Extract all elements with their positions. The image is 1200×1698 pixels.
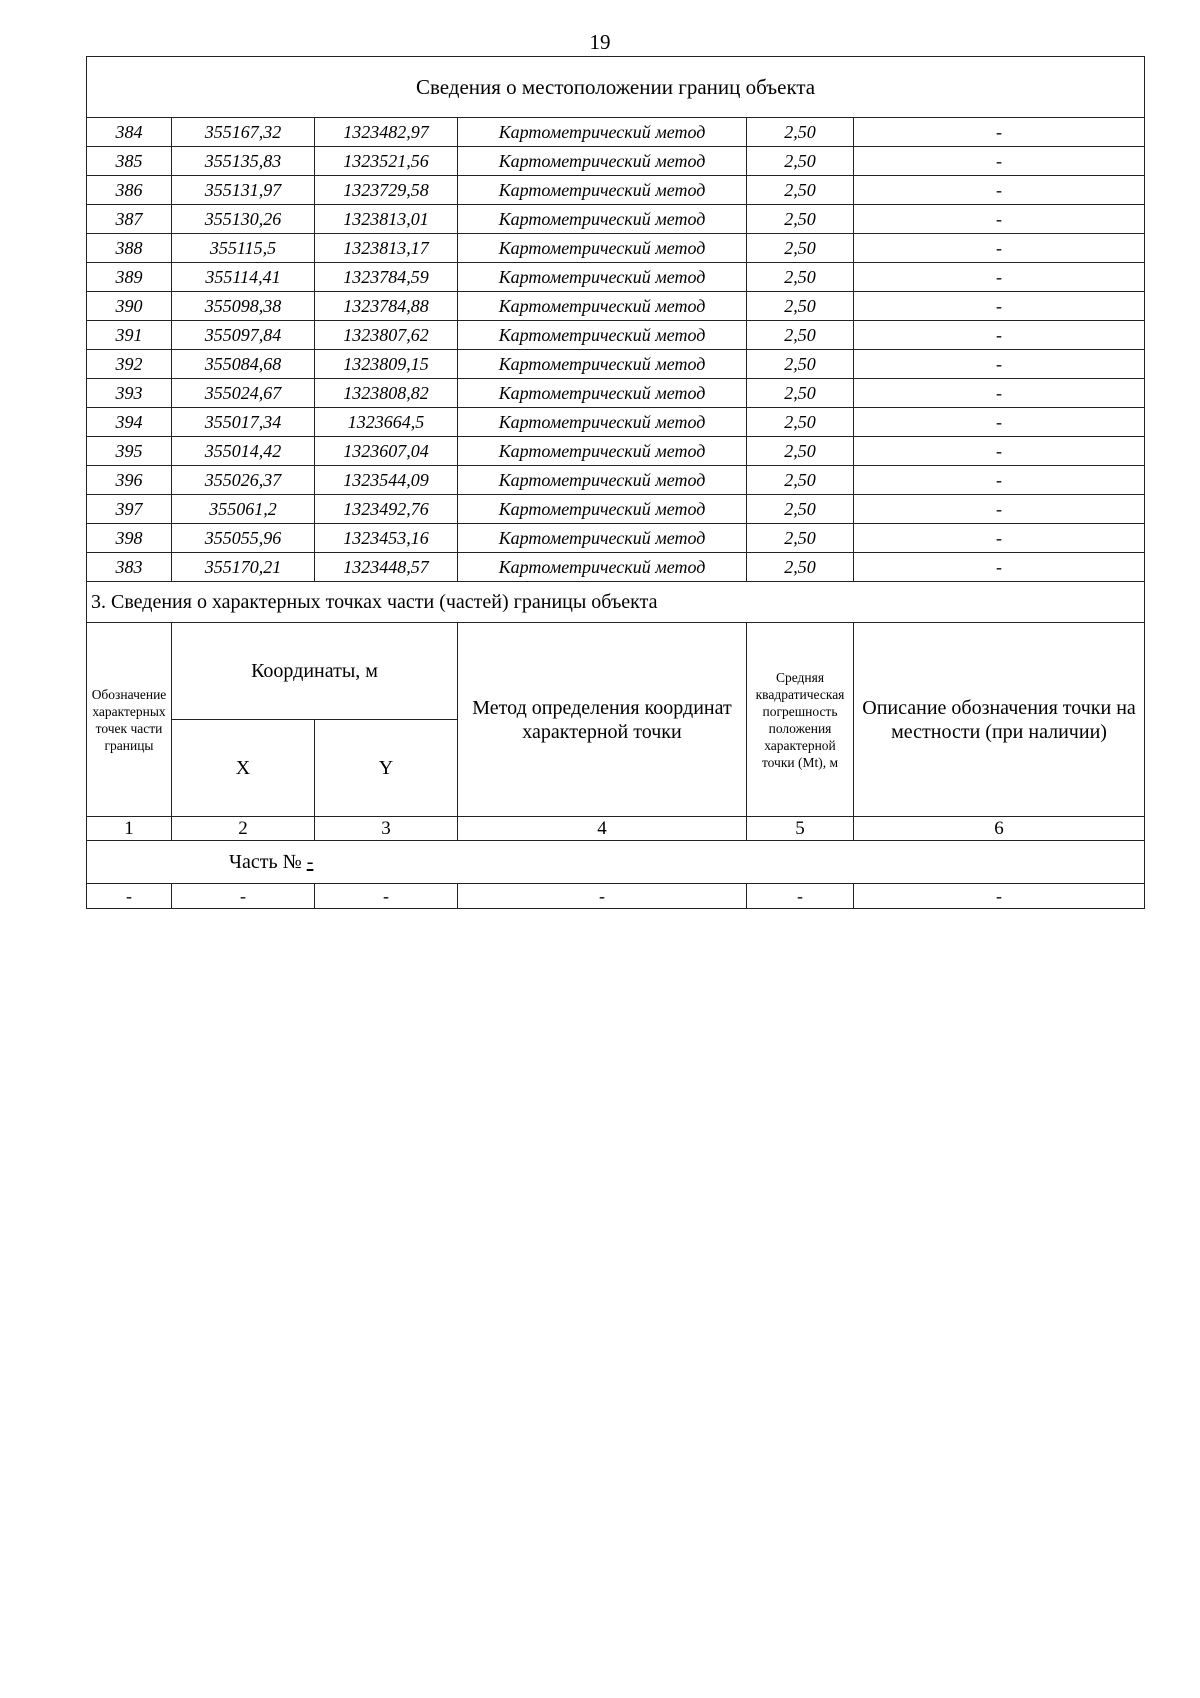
cell-mean-error: 2,50: [747, 466, 854, 495]
cell-point-number: 390: [87, 292, 172, 321]
table-row: [87, 118, 1145, 147]
cell-point-number: 393: [87, 379, 172, 408]
cell-description: -: [854, 205, 1145, 234]
header-coordinates: Координаты, м: [172, 623, 458, 720]
table-row: [87, 379, 1145, 408]
cell-coord-x: 355115,5: [172, 234, 315, 263]
cell-coord-x: 355130,26: [172, 205, 315, 234]
cell-coord-y: 1323544,09: [315, 466, 458, 495]
table-row: [87, 408, 1145, 437]
table-row: [87, 147, 1145, 176]
cell-mean-error: 2,50: [747, 350, 854, 379]
cell-description: -: [854, 524, 1145, 553]
empty-cell: -: [87, 884, 172, 909]
cell-point-number: 387: [87, 205, 172, 234]
header-description: Описание обозначения точки на местности (при наличии): [854, 623, 1145, 817]
header-x: X: [172, 720, 315, 817]
cell-coord-x: 355026,37: [172, 466, 315, 495]
cell-point-number: 386: [87, 176, 172, 205]
column-number: 4: [458, 817, 747, 841]
section3-title-row: [87, 582, 1145, 623]
cell-mean-error: 2,50: [747, 147, 854, 176]
cell-coord-x: 355167,32: [172, 118, 315, 147]
cell-coord-x: 355014,42: [172, 437, 315, 466]
title-row: [87, 57, 1145, 118]
cell-description: -: [854, 118, 1145, 147]
table-row: [87, 553, 1145, 582]
table-row: [87, 176, 1145, 205]
table-title: Сведения о местоположении границ объекта: [87, 57, 1145, 118]
cell-coord-y: 1323784,59: [315, 263, 458, 292]
empty-cell: -: [315, 884, 458, 909]
cell-method: Картометрический метод: [458, 176, 747, 205]
cell-coord-x: 355055,96: [172, 524, 315, 553]
header-row-1: [87, 623, 1145, 720]
cell-method: Картометрический метод: [458, 495, 747, 524]
cell-point-number: 391: [87, 321, 172, 350]
part-row: [87, 841, 1145, 884]
cell-point-number: 398: [87, 524, 172, 553]
cell-coord-y: 1323492,76: [315, 495, 458, 524]
cell-coord-x: 355131,97: [172, 176, 315, 205]
cell-coord-y: 1323664,5: [315, 408, 458, 437]
cell-coord-y: 1323808,82: [315, 379, 458, 408]
cell-mean-error: 2,50: [747, 234, 854, 263]
table-row: [87, 437, 1145, 466]
header-point-designation: Обозначение характерных точек части границы: [87, 623, 172, 817]
table-row: [87, 495, 1145, 524]
header-mean-error: Средняя квадратическая погрешность положения характерной точки (Mt), м: [747, 623, 854, 817]
cell-point-number: 392: [87, 350, 172, 379]
empty-cell: -: [458, 884, 747, 909]
cell-coord-y: 1323607,04: [315, 437, 458, 466]
cell-description: -: [854, 263, 1145, 292]
cell-coord-y: 1323448,57: [315, 553, 458, 582]
cell-mean-error: 2,50: [747, 495, 854, 524]
table-row: [87, 205, 1145, 234]
column-number: 3: [315, 817, 458, 841]
column-number: 6: [854, 817, 1145, 841]
cell-method: Картометрический метод: [458, 350, 747, 379]
cell-coord-y: 1323482,97: [315, 118, 458, 147]
cell-mean-error: 2,50: [747, 176, 854, 205]
cell-mean-error: 2,50: [747, 292, 854, 321]
cell-method: Картометрический метод: [458, 147, 747, 176]
column-number: 2: [172, 817, 315, 841]
cell-point-number: 388: [87, 234, 172, 263]
cell-coord-y: 1323813,17: [315, 234, 458, 263]
cell-description: -: [854, 408, 1145, 437]
cell-description: -: [854, 147, 1145, 176]
cell-coord-x: 355017,34: [172, 408, 315, 437]
cell-method: Картометрический метод: [458, 524, 747, 553]
cell-coord-y: 1323807,62: [315, 321, 458, 350]
cell-method: Картометрический метод: [458, 437, 747, 466]
cell-coord-y: 1323453,16: [315, 524, 458, 553]
cell-coord-y: 1323521,56: [315, 147, 458, 176]
header-method: Метод определения координат характерной точки: [458, 623, 747, 817]
cell-coord-x: 355135,83: [172, 147, 315, 176]
cell-coord-x: 355024,67: [172, 379, 315, 408]
cell-method: Картометрический метод: [458, 292, 747, 321]
cell-point-number: 385: [87, 147, 172, 176]
cell-coord-x: 355114,41: [172, 263, 315, 292]
cell-description: -: [854, 350, 1145, 379]
cell-description: -: [854, 234, 1145, 263]
section3-title: 3. Сведения о характерных точках части (частей) границы объекта: [87, 582, 1145, 623]
cell-method: Картометрический метод: [458, 234, 747, 263]
cell-description: -: [854, 176, 1145, 205]
table-row: [87, 466, 1145, 495]
cell-coord-x: 355170,21: [172, 553, 315, 582]
cell-method: Картометрический метод: [458, 466, 747, 495]
cell-coord-y: 1323813,01: [315, 205, 458, 234]
cell-coord-y: 1323729,58: [315, 176, 458, 205]
cell-coord-x: 355084,68: [172, 350, 315, 379]
cell-method: Картометрический метод: [458, 553, 747, 582]
cell-method: Картометрический метод: [458, 205, 747, 234]
cell-mean-error: 2,50: [747, 118, 854, 147]
table-row: [87, 263, 1145, 292]
cell-mean-error: 2,50: [747, 263, 854, 292]
cell-coord-x: 355098,38: [172, 292, 315, 321]
column-number: 1: [87, 817, 172, 841]
cell-point-number: 389: [87, 263, 172, 292]
cell-mean-error: 2,50: [747, 437, 854, 466]
cell-method: Картометрический метод: [458, 263, 747, 292]
cell-mean-error: 2,50: [747, 524, 854, 553]
boundary-table: [86, 56, 1145, 909]
cell-method: Картометрический метод: [458, 408, 747, 437]
cell-description: -: [854, 292, 1145, 321]
cell-coord-y: 1323809,15: [315, 350, 458, 379]
part-label: Часть №: [229, 850, 302, 873]
column-number: 5: [747, 817, 854, 841]
empty-cell: -: [172, 884, 315, 909]
cell-mean-error: 2,50: [747, 379, 854, 408]
table-row: [87, 524, 1145, 553]
cell-point-number: 395: [87, 437, 172, 466]
column-numbers-row: [87, 817, 1145, 841]
part-label-cell: [87, 841, 1145, 884]
cell-point-number: 397: [87, 495, 172, 524]
cell-description: -: [854, 379, 1145, 408]
table-row: [87, 350, 1145, 379]
table-row: [87, 234, 1145, 263]
cell-point-number: 384: [87, 118, 172, 147]
cell-mean-error: 2,50: [747, 321, 854, 350]
cell-mean-error: 2,50: [747, 408, 854, 437]
empty-cell: -: [747, 884, 854, 909]
page-number: 19: [589, 30, 611, 54]
cell-method: Картометрический метод: [458, 118, 747, 147]
header-y: Y: [315, 720, 458, 817]
cell-description: -: [854, 553, 1145, 582]
cell-description: -: [854, 495, 1145, 524]
cell-mean-error: 2,50: [747, 205, 854, 234]
cell-point-number: 396: [87, 466, 172, 495]
cell-mean-error: 2,50: [747, 553, 854, 582]
table-body: [87, 57, 1145, 909]
cell-method: Картометрический метод: [458, 379, 747, 408]
empty-data-row: [87, 884, 1145, 909]
cell-description: -: [854, 437, 1145, 466]
cell-point-number: 383: [87, 553, 172, 582]
cell-method: Картометрический метод: [458, 321, 747, 350]
cell-coord-x: 355097,84: [172, 321, 315, 350]
table-row: [87, 321, 1145, 350]
cell-description: -: [854, 466, 1145, 495]
table-row: [87, 292, 1145, 321]
part-number: -: [306, 850, 314, 873]
cell-coord-y: 1323784,88: [315, 292, 458, 321]
cell-description: -: [854, 321, 1145, 350]
empty-cell: -: [854, 884, 1145, 909]
cell-coord-x: 355061,2: [172, 495, 315, 524]
cell-point-number: 394: [87, 408, 172, 437]
